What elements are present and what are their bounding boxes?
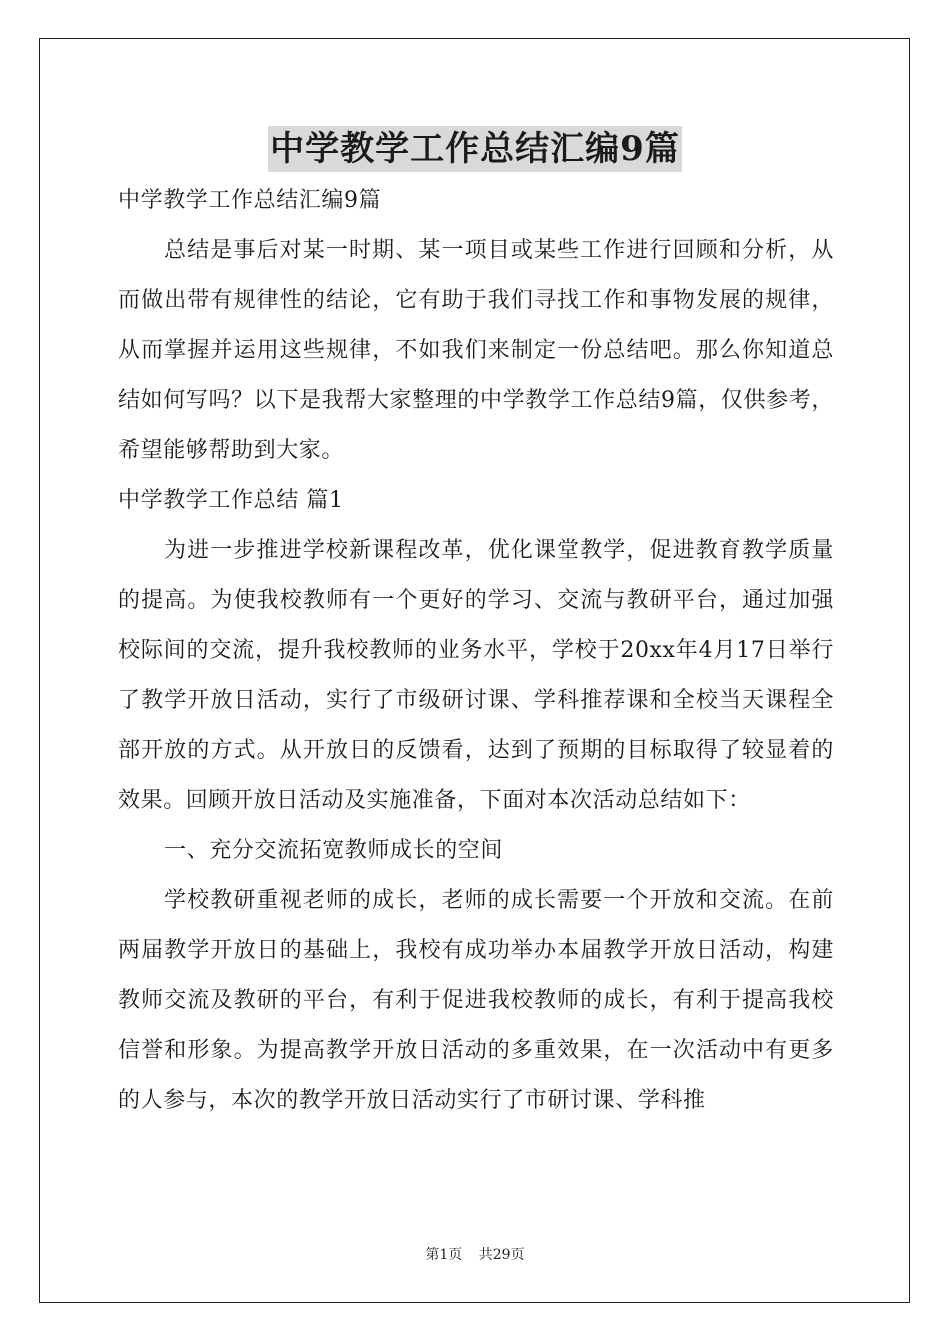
page-number: 第1页 bbox=[425, 1247, 463, 1263]
page-total: 共29页 bbox=[478, 1247, 525, 1263]
subsection-heading: 一、充分交流拓宽教师成长的空间 bbox=[164, 838, 504, 863]
paragraph: 总结是事后对某一时期、某一项目或某些工作进行回顾和分析，从而做出带有规律性的结论，它有助于我们寻找工作和事物发展的规律，从而掌握并运用这些规律，不如我们来制定一份总结吧。那么你知道总结如何写吗？以下是我帮大家整理的中学教学工作总结9篇，仅供参考，希望能够帮助到大家。 bbox=[118, 238, 834, 463]
document-title: 中学教学工作总结汇编9篇 bbox=[268, 126, 682, 172]
paragraph: 中学教学工作总结汇编9篇 bbox=[118, 188, 382, 213]
paragraph: 为进一步推进学校新课程改革，优化课堂教学，促进教育教学质量的提高。为使我校教师有一个更好的学习、交流与教研平台，通过加强校际间的交流，提升我校教师的业务水平，学校于20xx年4月17日举行了教学开放日活动，实行了市级研讨课、学科推荐课和全校当天课程全部开放的方式。从开放日的反馈看，达到了预期的目标取得了较显着的效果。回顾开放日活动及实施准备，下面对本次活动总结如下： bbox=[118, 538, 834, 813]
section-heading: 中学教学工作总结 篇1 bbox=[118, 488, 344, 513]
document-body bbox=[118, 176, 834, 1126]
title-wrap bbox=[0, 126, 950, 172]
page-footer bbox=[0, 1245, 950, 1265]
paragraph: 学校教研重视老师的成长，老师的成长需要一个开放和交流。在前两届教学开放日的基础上，我校有成功举办本届教学开放日活动，构建教师交流及教研的平台，有利于促进我校教师的成长，有利于提高我校信誉和形象。为提高教学开放日活动的多重效果，在一次活动中有更多的人参与，本次的教学开放日活动实行了市研讨课、学科推 bbox=[118, 888, 834, 1113]
